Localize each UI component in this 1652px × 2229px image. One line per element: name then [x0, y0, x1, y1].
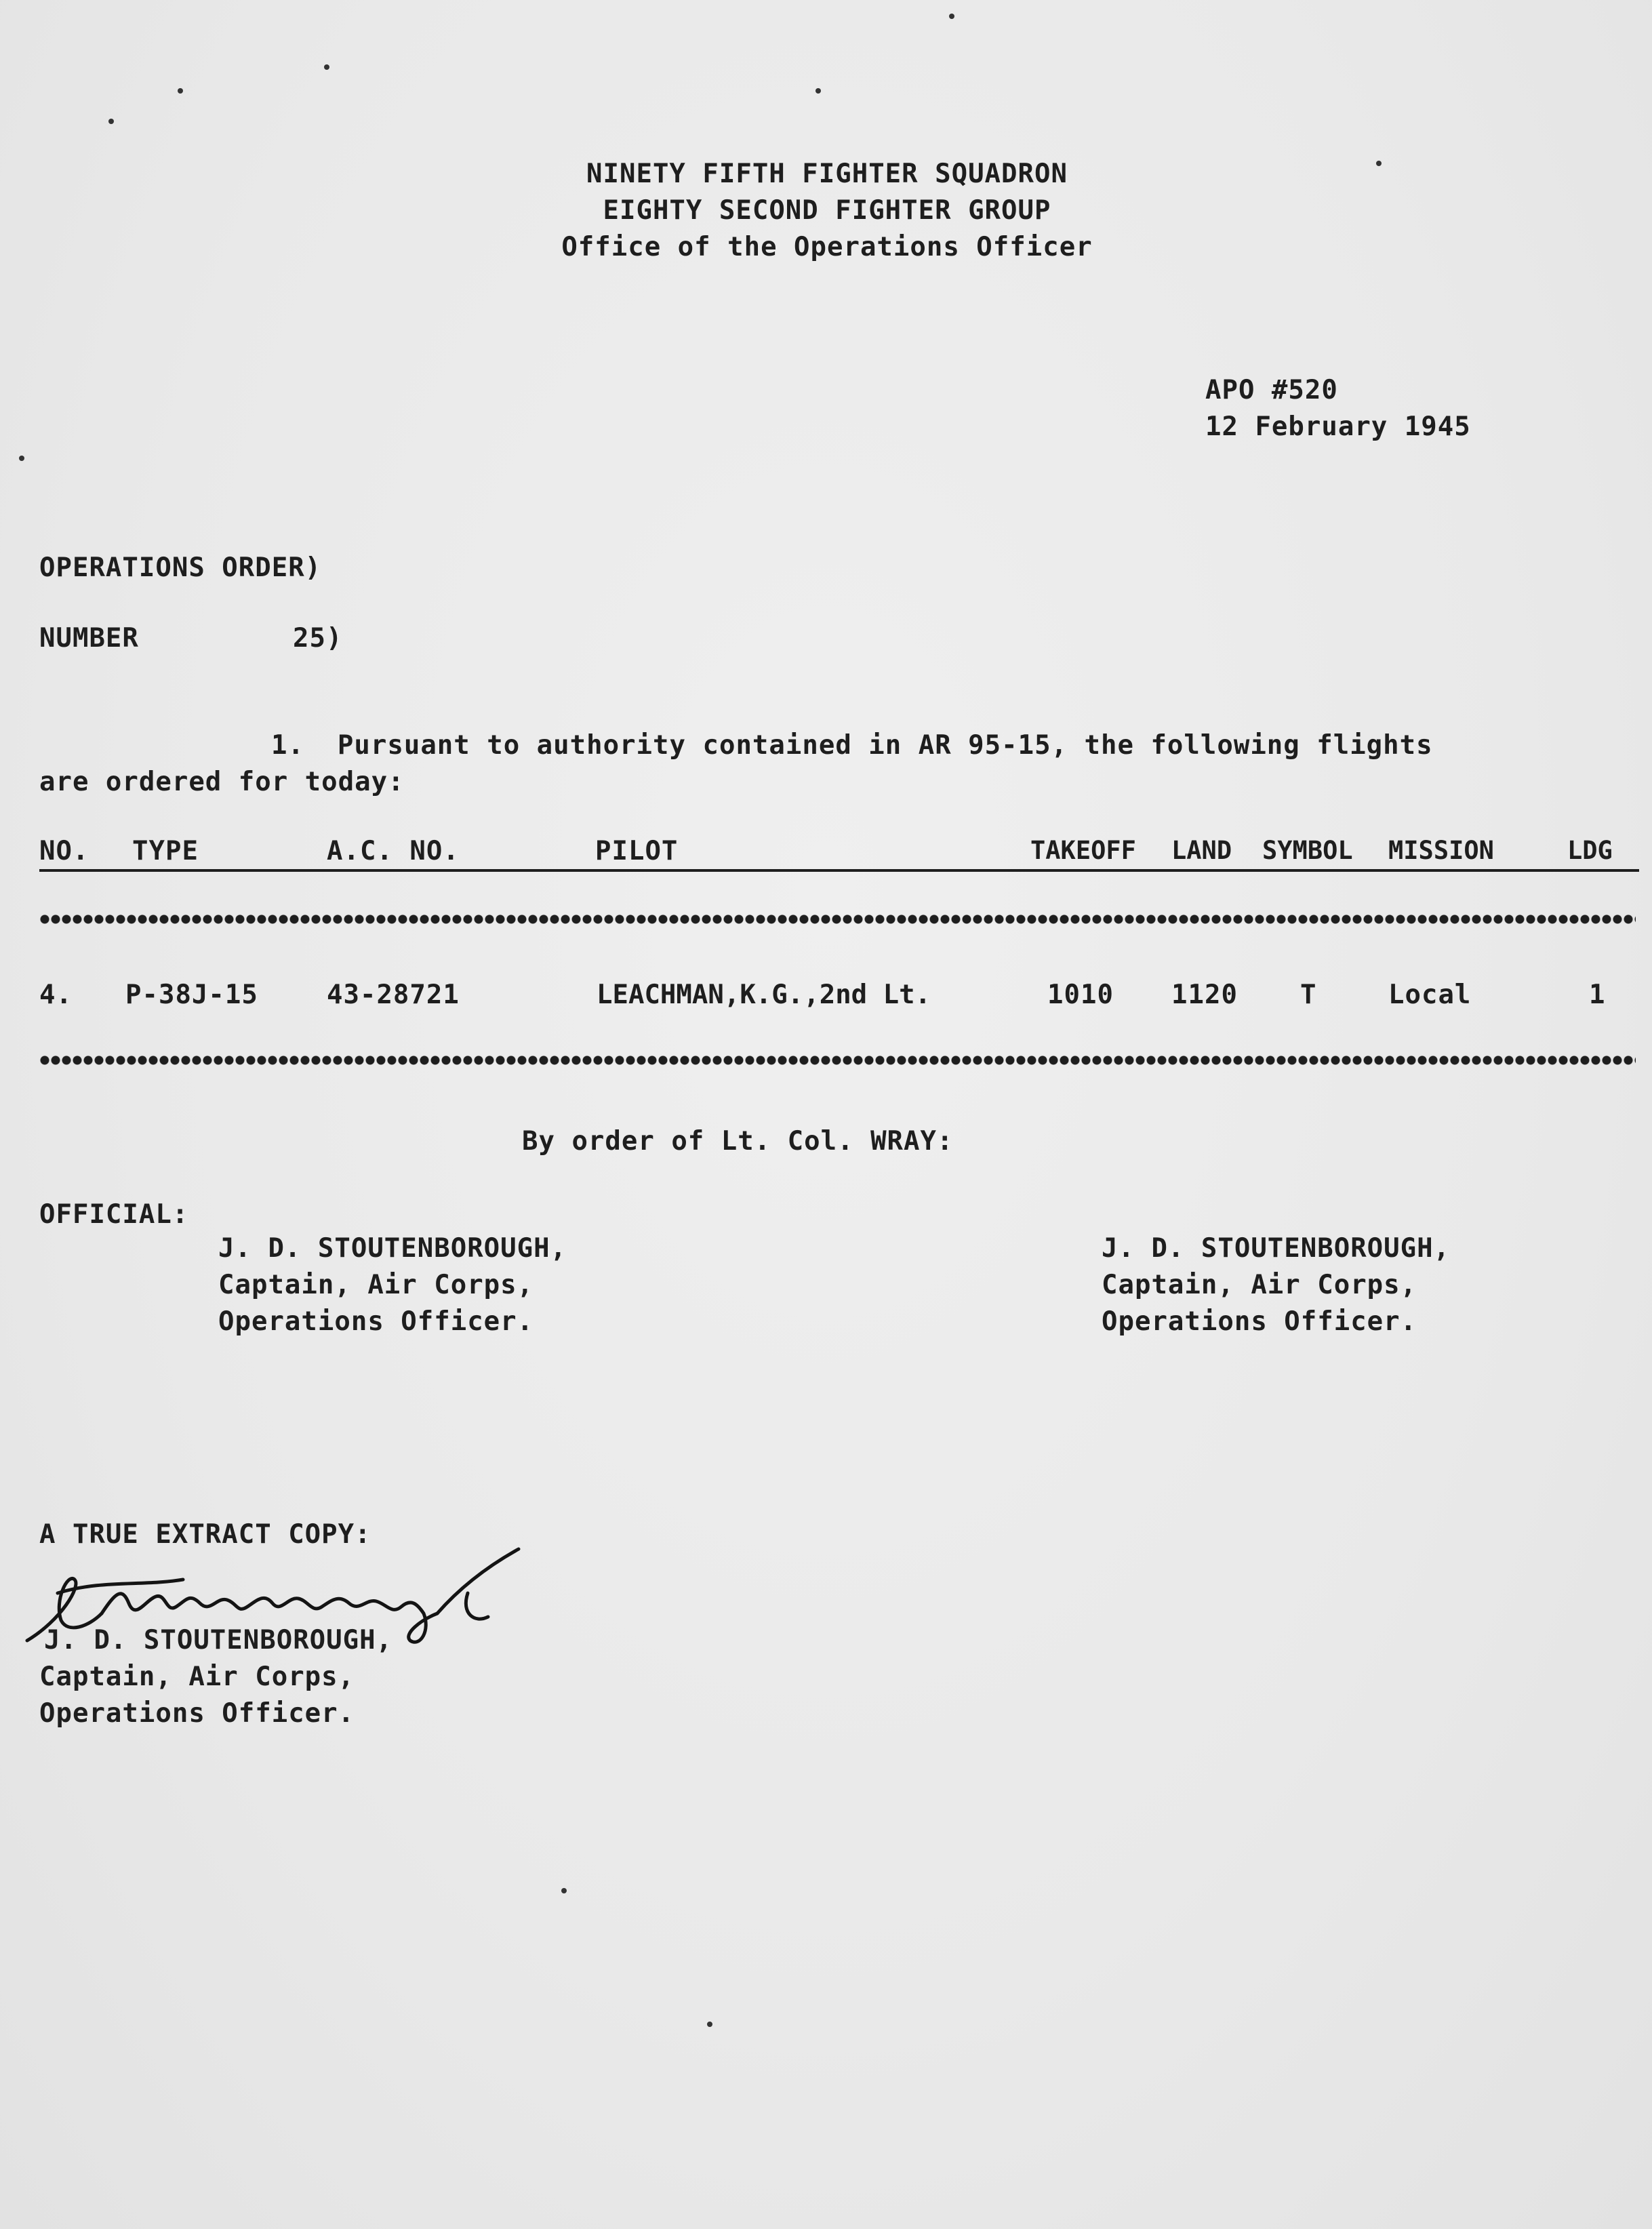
cell-mission: Local	[1388, 980, 1472, 1010]
col-header-type: TYPE	[132, 836, 199, 866]
col-header-pilot: PILOT	[595, 836, 679, 866]
scan-speck	[19, 456, 24, 461]
cell-type: P-38J-15	[125, 980, 258, 1010]
col-header-ac-no: A.C. NO.	[327, 836, 460, 866]
letterhead-office: Office of the Operations Officer	[561, 232, 1093, 262]
letterhead-group: EIGHTY SECOND FIGHTER GROUP	[603, 195, 1051, 226]
cell-ldg: 1	[1589, 980, 1606, 1010]
order-number: 25)	[293, 623, 343, 654]
scan-speck	[324, 64, 329, 70]
extract-title: Operations Officer.	[39, 1698, 355, 1729]
cell-land: 1120	[1171, 980, 1238, 1010]
signatory-left-rank: Captain, Air Corps,	[218, 1270, 534, 1300]
signatory-right-name: J. D. STOUTENBOROUGH,	[1102, 1233, 1451, 1264]
col-header-land: LAND	[1171, 836, 1232, 865]
signatory-left-title: Operations Officer.	[218, 1306, 534, 1337]
scan-speck	[108, 119, 114, 124]
order-date: 12 February 1945	[1205, 411, 1471, 442]
scan-speck	[1376, 161, 1382, 166]
cell-ac-no: 43-28721	[327, 980, 460, 1010]
col-header-symbol: SYMBOL	[1262, 836, 1353, 865]
scan-speck	[561, 1888, 567, 1893]
scan-speck	[707, 2022, 712, 2027]
cell-no: 4.	[39, 980, 73, 1010]
col-header-ldg: LDG	[1567, 836, 1613, 865]
official-label: OFFICIAL:	[39, 1199, 189, 1230]
header-underline	[39, 869, 1639, 872]
letterhead-squadron: NINETY FIFTH FIGHTER SQUADRON	[586, 159, 1068, 189]
order-label: OPERATIONS ORDER)	[39, 553, 322, 583]
dotted-separator-bottom	[39, 1055, 1636, 1066]
cell-symbol: T	[1300, 980, 1317, 1010]
order-number-label: NUMBER	[39, 623, 139, 654]
col-header-takeoff: TAKEOFF	[1030, 836, 1136, 865]
by-order-line: By order of Lt. Col. WRAY:	[522, 1126, 954, 1157]
dotted-separator-top	[39, 914, 1636, 925]
col-header-no: NO.	[39, 836, 89, 866]
letterhead	[488, 156, 1166, 266]
scan-speck	[178, 88, 183, 94]
paragraph-line-2: are ordered for today:	[39, 767, 405, 797]
extract-label: A TRUE EXTRACT COPY:	[39, 1519, 371, 1550]
signatory-right-rank: Captain, Air Corps,	[1102, 1270, 1417, 1300]
signatory-left-name: J. D. STOUTENBOROUGH,	[218, 1233, 567, 1264]
cell-pilot: LEACHMAN,K.G.,2nd Lt.	[597, 980, 931, 1010]
col-header-mission: MISSION	[1388, 836, 1494, 865]
apo-number: APO #520	[1205, 375, 1338, 405]
scan-speck	[815, 88, 821, 94]
paragraph-line-1: 1. Pursuant to authority contained in AR 95-15, the following flights	[271, 730, 1433, 761]
cell-takeoff: 1010	[1047, 980, 1114, 1010]
extract-name: J. D. STOUTENBOROUGH,	[44, 1625, 393, 1655]
extract-rank: Captain, Air Corps,	[39, 1662, 355, 1692]
scan-speck	[949, 14, 954, 19]
signatory-right-title: Operations Officer.	[1102, 1306, 1417, 1337]
